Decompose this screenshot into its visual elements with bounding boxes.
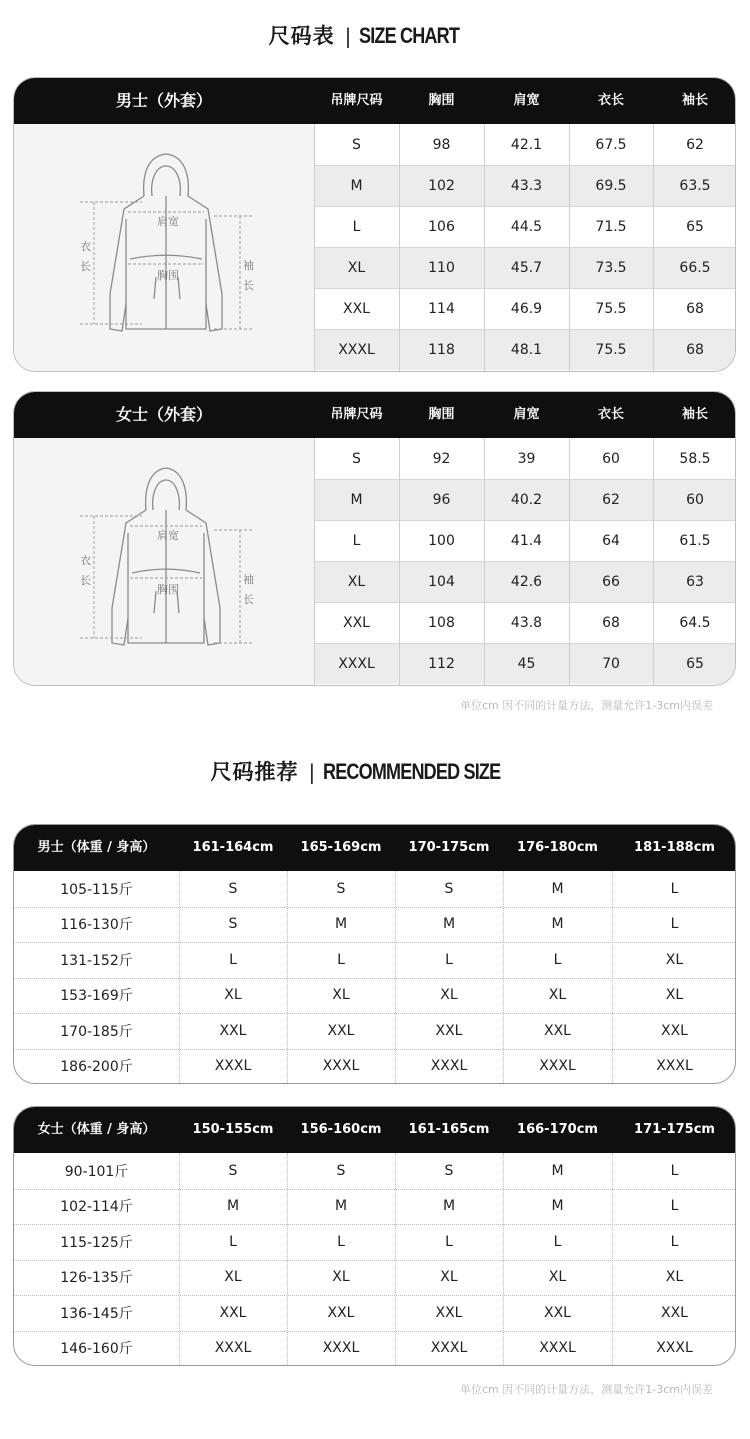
- recommended-size-cell: M: [551, 916, 564, 933]
- weight-range-cell: 105-115斤: [60, 881, 133, 898]
- women-recommend-header: [14, 1107, 735, 1153]
- weight-range-cell: 136-145斤: [60, 1305, 133, 1322]
- weight-range-cell: 146-160斤: [60, 1341, 133, 1358]
- size-row: [314, 329, 735, 370]
- size-cell: 73.5: [595, 259, 627, 276]
- size-cell: 41.4: [510, 532, 543, 549]
- fig-length-label-2: 长: [80, 574, 91, 587]
- recommended-size-cell: S: [228, 916, 238, 933]
- size-cell: 45: [517, 655, 536, 672]
- weight-range-cell: 102-114斤: [60, 1199, 133, 1216]
- recommended-size-cell: XXXL: [430, 1340, 468, 1357]
- height-range-header: 161-165cm: [408, 1122, 490, 1137]
- weight-range-cell: 90-101斤: [64, 1163, 129, 1180]
- fig-sleeve-label-1: 袖: [243, 573, 254, 586]
- recommended-title-cn: 尺码推荐: [210, 760, 299, 784]
- column-divider: [395, 871, 396, 1083]
- size-cell: 60: [686, 491, 704, 508]
- recommended-size-cell: XXL: [544, 1304, 571, 1321]
- recommended-size-cell: L: [445, 951, 453, 968]
- fig-shoulder-label: 肩宽: [157, 215, 179, 228]
- title-separator: |: [344, 24, 352, 48]
- recommended-size-cell: XL: [224, 1269, 242, 1286]
- recommended-size-cell: XL: [665, 1269, 684, 1286]
- recommend-row: [14, 1049, 735, 1085]
- size-cell: 96: [432, 491, 451, 508]
- recommended-title-en: RECOMMENDED SIZE: [323, 759, 501, 784]
- recommended-size-cell: XL: [440, 1269, 458, 1286]
- column-divider: [653, 124, 654, 371]
- recommended-size-cell: XXL: [327, 1304, 355, 1321]
- size-row: [314, 288, 735, 329]
- column-divider: [399, 438, 400, 685]
- size-row: [314, 520, 735, 561]
- column-divider: [395, 1153, 396, 1365]
- recommended-size-cell: XXXL: [214, 1058, 252, 1075]
- recommended-size-cell: S: [336, 880, 346, 897]
- size-row: [314, 206, 735, 247]
- size-cell: 75.5: [595, 341, 627, 358]
- size-cell: 45.7: [510, 259, 543, 276]
- column-divider: [399, 124, 400, 371]
- size-cell: S: [352, 450, 361, 467]
- recommended-size-cell: M: [334, 916, 348, 933]
- size-cell: 67.5: [595, 136, 627, 153]
- fig-length-label-1: 衣: [80, 554, 91, 567]
- col-shoulder: 肩宽: [513, 93, 540, 108]
- recommended-size-cell: XXXL: [656, 1340, 693, 1357]
- size-chart-note: 单位cm 因不同的计量方法，测量允许1-3cm内误差: [460, 699, 713, 712]
- size-cell: L: [352, 218, 361, 235]
- size-cell: 62: [686, 136, 704, 153]
- recommended-size-cell: XL: [332, 987, 350, 1004]
- weight-range-cell: 170-185斤: [60, 1023, 133, 1040]
- size-cell: XXXL: [338, 341, 375, 358]
- fig-chest-label: 胸围: [157, 269, 179, 282]
- size-cell: 66: [602, 573, 620, 590]
- size-cell: 118: [428, 341, 455, 358]
- row-divider: [14, 1189, 735, 1190]
- size-cell: 112: [428, 655, 455, 672]
- column-divider: [569, 124, 570, 371]
- recommended-size-cell: L: [337, 1233, 345, 1250]
- column-divider: [653, 438, 654, 685]
- size-row: [314, 165, 735, 206]
- height-range-header: 176-180cm: [517, 840, 598, 855]
- recommended-size-cell: XXL: [219, 1304, 247, 1321]
- recommended-size-cell: S: [228, 880, 238, 897]
- size-cell: XXXL: [338, 655, 375, 672]
- col-chest: 胸围: [428, 407, 455, 422]
- size-cell: 66.5: [679, 259, 711, 276]
- col-chest: 胸围: [428, 93, 455, 108]
- size-cell: 114: [428, 300, 455, 317]
- row-divider: [314, 165, 735, 166]
- column-divider: [503, 871, 504, 1083]
- height-range-header: 166-170cm: [517, 1122, 598, 1137]
- size-chart-title-cn: 尺码表: [268, 24, 335, 48]
- recommended-size-cell: L: [670, 916, 679, 933]
- row-divider: [14, 1260, 735, 1261]
- jacket-outline-icon: [14, 438, 314, 686]
- size-cell: 44.5: [510, 218, 543, 235]
- column-divider: [179, 1153, 180, 1365]
- size-cell: 100: [428, 532, 455, 549]
- size-cell: 69.5: [595, 177, 627, 194]
- weight-height-header: 男士（体重 / 身高）: [37, 840, 156, 855]
- size-cell: 104: [428, 573, 455, 590]
- recommend-row: [14, 1331, 735, 1367]
- size-cell: 40.2: [510, 491, 543, 508]
- women-size-card: [13, 391, 736, 686]
- size-cell: 64.5: [679, 614, 711, 631]
- recommended-size-cell: XL: [548, 1269, 567, 1286]
- recommended-size-cell: XL: [440, 987, 458, 1004]
- recommended-size-cell: XXL: [661, 1022, 688, 1039]
- size-cell: 65: [686, 218, 704, 235]
- size-cell: 70: [602, 655, 620, 672]
- recommended-size-cell: XXXL: [656, 1058, 693, 1075]
- size-cell: 64: [602, 532, 620, 549]
- men-recommend-table: [13, 824, 736, 1084]
- weight-range-cell: 126-135斤: [60, 1270, 133, 1287]
- size-cell: 71.5: [595, 218, 627, 235]
- women-size-card-title: 女士（外套）: [115, 405, 212, 424]
- fig-length-label-1: 衣: [80, 240, 91, 253]
- recommended-size-cell: M: [334, 1198, 348, 1215]
- column-divider: [314, 438, 315, 685]
- column-divider: [314, 124, 315, 371]
- recommended-size-cell: M: [551, 1198, 564, 1215]
- recommended-size-cell: L: [229, 951, 237, 968]
- recommended-size-cell: M: [442, 1198, 456, 1215]
- row-divider: [14, 942, 735, 943]
- row-divider: [314, 329, 735, 330]
- recommended-size-cell: L: [229, 1233, 237, 1250]
- recommend-row: [14, 871, 735, 907]
- recommend-row: [14, 1224, 735, 1260]
- title-separator: |: [308, 760, 316, 784]
- recommended-size-cell: S: [444, 880, 454, 897]
- row-divider: [314, 206, 735, 207]
- recommended-title: [0, 756, 750, 786]
- size-cell: 60: [602, 450, 620, 467]
- fig-length-label-2: 长: [80, 260, 91, 273]
- recommended-size-cell: XXXL: [539, 1058, 576, 1075]
- recommended-size-cell: XXXL: [322, 1058, 360, 1075]
- size-cell: 63: [686, 573, 704, 590]
- recommended-size-cell: L: [337, 951, 345, 968]
- recommend-row: [14, 1189, 735, 1225]
- women-size-card-header: [14, 392, 735, 438]
- column-divider: [503, 1153, 504, 1365]
- size-cell: 75.5: [595, 300, 627, 317]
- row-divider: [14, 978, 735, 979]
- col-tag-size: 吊牌尺码: [330, 93, 383, 108]
- size-cell: M: [350, 177, 363, 194]
- row-divider: [314, 479, 735, 480]
- size-cell: 42.6: [510, 573, 543, 590]
- size-cell: XXL: [343, 614, 370, 631]
- recommended-size-cell: L: [553, 1233, 562, 1250]
- men-recommend-header: [14, 825, 735, 871]
- size-cell: XL: [347, 259, 366, 276]
- fig-sleeve-label-1: 袖: [243, 259, 254, 272]
- size-row: [314, 643, 735, 684]
- weight-range-cell: 116-130斤: [60, 917, 133, 934]
- recommend-row: [14, 978, 735, 1014]
- size-cell: 42.1: [510, 136, 543, 153]
- weight-range-cell: 115-125斤: [60, 1234, 133, 1251]
- recommend-row: [14, 1153, 735, 1189]
- size-cell: 106: [428, 218, 455, 235]
- recommended-size-cell: L: [670, 1162, 679, 1179]
- recommended-size-cell: XXL: [219, 1022, 247, 1039]
- recommended-size-cell: L: [445, 1233, 453, 1250]
- row-divider: [314, 602, 735, 603]
- size-row: [314, 602, 735, 643]
- column-divider: [484, 124, 485, 371]
- size-row: [314, 479, 735, 520]
- recommended-size-cell: S: [444, 1162, 454, 1179]
- size-cell: S: [352, 136, 361, 153]
- recommended-size-cell: XXL: [544, 1022, 571, 1039]
- recommended-size-cell: M: [551, 880, 564, 897]
- size-cell: 61.5: [679, 532, 711, 549]
- recommended-size-cell: XXXL: [539, 1340, 576, 1357]
- recommended-size-cell: M: [226, 1198, 240, 1215]
- recommend-row: [14, 942, 735, 978]
- men-size-card: [13, 77, 736, 372]
- recommended-size-cell: L: [553, 951, 562, 968]
- size-row: [314, 561, 735, 602]
- recommended-size-cell: XXXL: [322, 1340, 360, 1357]
- recommend-row: [14, 1013, 735, 1049]
- size-cell: 43.8: [510, 614, 543, 631]
- size-cell: 68: [686, 300, 704, 317]
- weight-range-cell: 131-152斤: [60, 952, 133, 969]
- height-range-header: 161-164cm: [192, 840, 274, 855]
- col-length: 衣长: [597, 407, 624, 422]
- recommended-size-cell: XL: [548, 987, 567, 1004]
- column-divider: [612, 871, 613, 1083]
- recommended-size-cell: XXL: [661, 1304, 688, 1321]
- row-divider: [314, 520, 735, 521]
- col-sleeve: 袖长: [681, 407, 708, 422]
- recommended-size-cell: M: [551, 1162, 564, 1179]
- size-cell: 63.5: [679, 177, 711, 194]
- col-shoulder: 肩宽: [513, 407, 540, 422]
- weight-range-cell: 153-169斤: [60, 988, 133, 1005]
- column-divider: [287, 871, 288, 1083]
- men-size-card-header: [14, 78, 735, 124]
- recommended-size-cell: S: [228, 1162, 238, 1179]
- row-divider: [14, 1049, 735, 1050]
- row-divider: [314, 643, 735, 644]
- recommend-row: [14, 1295, 735, 1331]
- recommended-note: 单位cm 因不同的计量方法，测量允许1-3cm内误差: [460, 1383, 713, 1396]
- size-cell: XXL: [343, 300, 370, 317]
- row-divider: [14, 1224, 735, 1225]
- size-cell: M: [350, 491, 363, 508]
- recommended-size-cell: XXL: [435, 1022, 463, 1039]
- recommended-size-cell: XXL: [327, 1022, 355, 1039]
- column-divider: [612, 1153, 613, 1365]
- row-divider: [14, 907, 735, 908]
- size-cell: 65: [686, 655, 704, 672]
- col-length: 衣长: [597, 93, 624, 108]
- recommend-row: [14, 1260, 735, 1296]
- size-chart-title-en: SIZE CHART: [359, 23, 460, 48]
- size-row: [314, 247, 735, 288]
- women-jacket-diagram: [14, 438, 314, 685]
- size-cell: 48.1: [510, 341, 543, 358]
- height-range-header: 156-160cm: [300, 1122, 382, 1137]
- recommended-size-cell: XXXL: [214, 1340, 252, 1357]
- recommend-row: [14, 907, 735, 943]
- fig-chest-label: 胸围: [157, 583, 179, 596]
- men-jacket-diagram: [14, 124, 314, 371]
- row-divider: [314, 561, 735, 562]
- recommended-size-cell: XL: [665, 951, 684, 968]
- size-chart-title: [0, 20, 750, 50]
- col-sleeve: 袖长: [681, 93, 708, 108]
- recommended-size-cell: XL: [665, 987, 684, 1004]
- jacket-outline-icon: [14, 124, 314, 372]
- recommended-size-cell: M: [442, 916, 456, 933]
- size-cell: L: [352, 532, 361, 549]
- size-row: [314, 124, 735, 165]
- size-row: [314, 438, 735, 479]
- fig-sleeve-label-2: 长: [243, 593, 254, 606]
- size-cell: 58.5: [679, 450, 711, 467]
- col-tag-size: 吊牌尺码: [330, 407, 383, 422]
- column-divider: [569, 438, 570, 685]
- column-divider: [179, 871, 180, 1083]
- weight-height-header: 女士（体重 / 身高）: [37, 1122, 156, 1137]
- recommended-size-cell: L: [670, 1233, 679, 1250]
- size-cell: 43.3: [510, 177, 543, 194]
- recommended-size-cell: XL: [332, 1269, 350, 1286]
- size-cell: 68: [602, 614, 620, 631]
- height-range-header: 181-188cm: [634, 840, 715, 855]
- fig-shoulder-label: 肩宽: [157, 529, 179, 542]
- size-cell: XL: [347, 573, 366, 590]
- size-cell: 110: [428, 259, 455, 276]
- size-cell: 62: [602, 491, 620, 508]
- size-cell: 39: [517, 450, 536, 467]
- row-divider: [14, 1331, 735, 1332]
- row-divider: [14, 1295, 735, 1296]
- row-divider: [14, 1013, 735, 1014]
- height-range-header: 165-169cm: [300, 840, 382, 855]
- fig-sleeve-label-2: 长: [243, 279, 254, 292]
- women-recommend-table: [13, 1106, 736, 1366]
- column-divider: [484, 438, 485, 685]
- men-size-card-title: 男士（外套）: [115, 91, 212, 110]
- size-cell: 46.9: [510, 300, 543, 317]
- size-cell: 102: [428, 177, 455, 194]
- size-cell: 68: [686, 341, 704, 358]
- weight-range-cell: 186-200斤: [60, 1059, 133, 1076]
- height-range-header: 150-155cm: [192, 1122, 274, 1137]
- size-cell: 108: [428, 614, 455, 631]
- recommended-size-cell: XXXL: [430, 1058, 468, 1075]
- recommended-size-cell: L: [670, 880, 679, 897]
- recommended-size-cell: S: [336, 1162, 346, 1179]
- recommended-size-cell: L: [670, 1198, 679, 1215]
- size-cell: 92: [432, 450, 451, 467]
- recommended-size-cell: XL: [224, 987, 242, 1004]
- row-divider: [314, 288, 735, 289]
- height-range-header: 170-175cm: [408, 840, 490, 855]
- size-cell: 98: [432, 136, 451, 153]
- recommended-size-cell: XXL: [435, 1304, 463, 1321]
- row-divider: [314, 247, 735, 248]
- column-divider: [287, 1153, 288, 1365]
- height-range-header: 171-175cm: [634, 1122, 715, 1137]
